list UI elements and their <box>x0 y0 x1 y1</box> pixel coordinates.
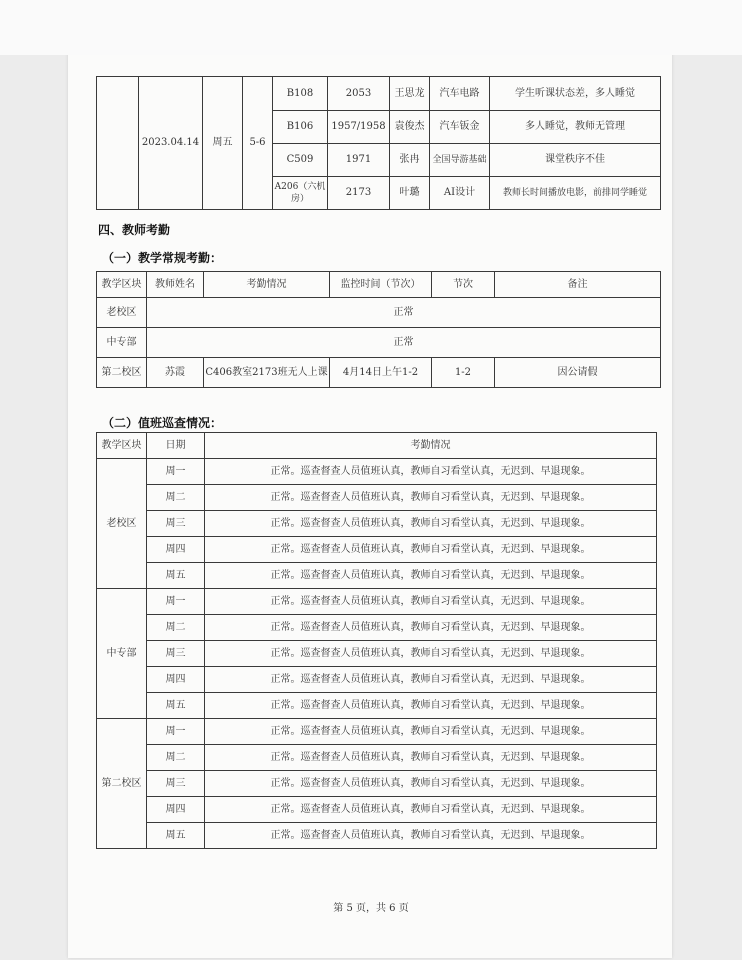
area-cell: 中专部 <box>97 328 147 358</box>
day-cell: 周三 <box>147 511 205 537</box>
period-cell: 1-2 <box>432 358 495 388</box>
patrol-status-cell: 正常。巡查督查人员值班认真，教师自习看堂认真，无迟到、早退现象。 <box>205 693 657 719</box>
day-cell: 周四 <box>147 537 205 563</box>
note-cell: 因公请假 <box>495 358 661 388</box>
patrol-status-cell: 正常。巡查督查人员值班认真，教师自习看堂认真，无迟到、早退现象。 <box>205 459 657 485</box>
day-cell: 周三 <box>147 771 205 797</box>
class-cell: 2173 <box>328 177 390 210</box>
patrol-status-cell: 正常。巡查督查人员值班认真，教师自习看堂认真，无迟到、早退现象。 <box>205 823 657 849</box>
header-time: 监控时间（节次） <box>330 272 432 298</box>
area-cell: 老校区 <box>97 459 147 589</box>
day-cell: 周三 <box>147 641 205 667</box>
patrol-status-cell: 正常。巡查督查人员值班认真，教师自习看堂认真，无迟到、早退现象。 <box>205 485 657 511</box>
area-cell: 中专部 <box>97 589 147 719</box>
header-situation: 考勤情况 <box>204 272 330 298</box>
class-cell: 1971 <box>328 144 390 177</box>
class-cell: 1957/1958 <box>328 111 390 144</box>
day-cell: 周五 <box>147 823 205 849</box>
section-2-title: （二）值班巡查情况： <box>102 416 223 430</box>
inspection-table <box>96 76 661 210</box>
time-cell: 4月14日上午1-2 <box>330 358 432 388</box>
room-cell: B108 <box>273 77 328 111</box>
routine-attendance-table <box>96 271 661 388</box>
patrol-status-cell: 正常。巡查督查人员值班认真，教师自习看堂认真，无迟到、早退现象。 <box>205 563 657 589</box>
day-cell: 周四 <box>147 797 205 823</box>
section-4-title: 四、教师考勤 <box>98 223 171 237</box>
course-cell: AI设计 <box>430 177 490 210</box>
patrol-status-cell: 正常。巡查督查人员值班认真，教师自习看堂认真，无迟到、早退现象。 <box>205 797 657 823</box>
header-date: 日期 <box>147 433 205 459</box>
day-cell: 周一 <box>147 719 205 745</box>
weekday-cell: 周五 <box>203 77 243 210</box>
issue-cell: 学生听课状态差，多人睡觉 <box>490 77 661 111</box>
patrol-status-cell: 正常。巡查督查人员值班认真，教师自习看堂认真，无迟到、早退现象。 <box>205 745 657 771</box>
area-cell: 第二校区 <box>97 358 147 388</box>
patrol-status-cell: 正常。巡查督查人员值班认真，教师自习看堂认真，无迟到、早退现象。 <box>205 641 657 667</box>
day-cell: 周四 <box>147 667 205 693</box>
teacher-name-cell: 苏霞 <box>147 358 204 388</box>
header-area: 教学区块 <box>97 272 147 298</box>
day-cell: 周二 <box>147 485 205 511</box>
teacher-cell: 张冉 <box>390 144 430 177</box>
patrol-status-cell: 正常。巡查督查人员值班认真，教师自习看堂认真，无迟到、早退现象。 <box>205 511 657 537</box>
header-period: 节次 <box>432 272 495 298</box>
status-cell: 正常 <box>147 298 661 328</box>
page-top-margin <box>0 0 742 55</box>
day-cell: 周一 <box>147 589 205 615</box>
area-cell: 老校区 <box>97 298 147 328</box>
period-cell: 5-6 <box>243 77 273 210</box>
patrol-status-cell: 正常。巡查督查人员值班认真，教师自习看堂认真，无迟到、早退现象。 <box>205 615 657 641</box>
day-cell: 周二 <box>147 745 205 771</box>
header-area: 教学区块 <box>97 433 147 459</box>
page-footer: 第 5 页，共 6 页 <box>333 903 409 914</box>
course-cell: 汽车钣金 <box>430 111 490 144</box>
patrol-status-cell: 正常。巡查督查人员值班认真，教师自习看堂认真，无迟到、早退现象。 <box>205 589 657 615</box>
area-cell: 第二校区 <box>97 719 147 849</box>
blank-cell <box>97 77 139 210</box>
patrol-status-cell: 正常。巡查督查人员值班认真，教师自习看堂认真，无迟到、早退现象。 <box>205 667 657 693</box>
section-1-title: （一）教学常规考勤： <box>102 251 223 265</box>
day-cell: 周二 <box>147 615 205 641</box>
course-cell: 全国导游基础 <box>430 144 490 177</box>
class-cell: 2053 <box>328 77 390 111</box>
room-cell: A206（六机房） <box>273 177 328 210</box>
room-cell: C509 <box>273 144 328 177</box>
header-status: 考勤情况 <box>205 433 657 459</box>
room-cell: B106 <box>273 111 328 144</box>
day-cell: 周一 <box>147 459 205 485</box>
day-cell: 周五 <box>147 563 205 589</box>
course-cell: 汽车电路 <box>430 77 490 111</box>
issue-cell: 课堂秩序不佳 <box>490 144 661 177</box>
teacher-cell: 叶璐 <box>390 177 430 210</box>
header-teacher: 教师姓名 <box>147 272 204 298</box>
situation-cell: C406教室2173班无人上课 <box>204 358 330 388</box>
day-cell: 周五 <box>147 693 205 719</box>
patrol-status-cell: 正常。巡查督查人员值班认真，教师自习看堂认真，无迟到、早退现象。 <box>205 719 657 745</box>
issue-cell: 教师长时间播放电影，前排同学睡觉 <box>490 177 661 210</box>
date-cell: 2023.04.14 <box>139 77 203 210</box>
header-note: 备注 <box>495 272 661 298</box>
issue-cell: 多人睡觉，教师无管理 <box>490 111 661 144</box>
patrol-status-cell: 正常。巡查督查人员值班认真，教师自习看堂认真，无迟到、早退现象。 <box>205 537 657 563</box>
patrol-status-cell: 正常。巡查督查人员值班认真，教师自习看堂认真，无迟到、早退现象。 <box>205 771 657 797</box>
status-cell: 正常 <box>147 328 661 358</box>
duty-patrol-table <box>96 432 657 849</box>
teacher-cell: 袁俊杰 <box>390 111 430 144</box>
teacher-cell: 王思龙 <box>390 77 430 111</box>
